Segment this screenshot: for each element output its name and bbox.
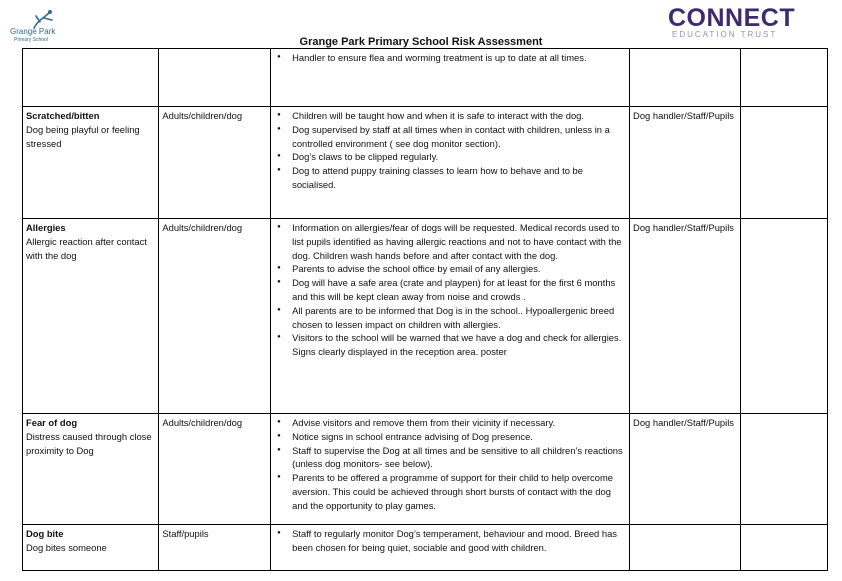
responsible-cell: Dog handler/Staff/Pupils	[630, 219, 741, 414]
controls-list	[274, 51, 626, 65]
hazard-cell	[23, 107, 159, 219]
control-item: ● All parents are to be informed that Dog is in the school.. Hypoallergenic breed chosen to lessen impact on children with allergies.	[292, 304, 626, 332]
control-item: ● Children will be taught how and when it is safe to interact with the dog.	[292, 109, 626, 123]
status-cell	[740, 525, 827, 571]
hazard-description: Allergic reaction after contact with the dog	[26, 235, 147, 261]
table-row	[23, 414, 828, 525]
table-row	[23, 525, 828, 571]
control-item: ● Handler to ensure flea and worming treatment is up to date at all times.	[292, 51, 626, 65]
page-title: Grange Park Primary School Risk Assessment	[299, 36, 543, 48]
school-name: Grange Park	[10, 27, 56, 36]
hazard-description: Dog bites someone	[26, 541, 107, 553]
control-item: ● Dog to attend puppy training classes to learn how to behave and to be socialised.	[292, 164, 626, 192]
controls-cell	[271, 525, 630, 571]
hazard-title: Allergies	[26, 222, 66, 233]
responsible-cell: Dog handler/Staff/Pupils	[630, 107, 741, 219]
control-item: ● Parents to advise the school office by email of any allergies.	[292, 262, 626, 276]
hazard-title: Dog bite	[26, 528, 64, 539]
who-cell: Staff/pupils	[159, 525, 271, 571]
control-item: ● Staff to supervise the Dog at all times and be sensitive to all children’s reactions (unless dog monitors- see below).	[292, 444, 626, 472]
school-subtitle: Primary School	[14, 37, 48, 43]
controls-cell	[271, 49, 630, 107]
control-item: ● Staff to regularly monitor Dog’s temperament, behaviour and mood. Breed has been chosen for being quiet, sociable and good with children.	[292, 527, 626, 555]
who-cell: Adults/children/dog	[159, 107, 271, 219]
who-cell	[159, 49, 271, 107]
hazard-cell	[23, 414, 159, 525]
hazard-cell	[23, 219, 159, 414]
controls-cell	[271, 219, 630, 414]
trust-logo	[668, 5, 795, 31]
hazard-title: Fear of dog	[26, 417, 78, 428]
status-cell	[740, 414, 827, 525]
hazard-cell	[23, 49, 159, 107]
control-item: ● Advise visitors and remove them from their vicinity if necessary.	[292, 416, 626, 430]
controls-cell	[271, 414, 630, 525]
status-cell	[740, 219, 827, 414]
control-item: ● Dog supervised by staff at all times when in contact with children, unless in a controlled environment ( see dog monitor section).	[292, 123, 626, 151]
table-row	[23, 107, 828, 219]
who-cell: Adults/children/dog	[159, 414, 271, 525]
responsible-cell: Dog handler/Staff/Pupils	[630, 414, 741, 525]
responsible-cell	[630, 49, 741, 107]
control-item: ● Information on allergies/fear of dogs will be requested. Medical records used to list pupils identified as having allergic reactions and not to have contact with the dog. Children wash hands before and after contact with the dog.	[292, 221, 626, 262]
control-item: ● Visitors to the school will be warned that we have a dog and check for allergies. Signs clearly displayed in the reception area. poster	[292, 331, 626, 359]
hazard-title: Scratched/bitten	[26, 110, 100, 121]
responsible-cell	[630, 525, 741, 571]
hazard-description: Dog being playful or feeling stressed	[26, 123, 140, 149]
trust-logo-text: CONNECT	[668, 4, 796, 32]
controls-cell	[271, 107, 630, 219]
controls-list	[274, 109, 626, 192]
status-cell	[740, 107, 827, 219]
table-row	[23, 49, 828, 107]
hazard-cell	[23, 525, 159, 571]
table-row	[23, 219, 828, 414]
control-item: ● Dog will have a safe area (crate and playpen) for at least for the first 6 months and this will be kept clean away from noise and crowds .	[292, 276, 626, 304]
risk-table	[22, 48, 828, 571]
control-item: ● Notice signs in school entrance advising of Dog presence.	[292, 430, 626, 444]
control-item: ● Parents to be offered a programme of support for their child to help overcome aversion. This could be achieved through short bursts of contact with the dog and the opportunity to play games.	[292, 471, 626, 512]
who-cell: Adults/children/dog	[159, 219, 271, 414]
controls-list	[274, 221, 626, 359]
control-item: ● Dog’s claws to be clipped regularly.	[292, 150, 626, 164]
trust-subtitle: EDUCATION TRUST	[672, 30, 778, 39]
hazard-description: Distress caused through close proximity to Dog	[26, 430, 152, 456]
controls-list	[274, 527, 626, 555]
status-cell	[740, 49, 827, 107]
controls-list	[274, 416, 626, 513]
